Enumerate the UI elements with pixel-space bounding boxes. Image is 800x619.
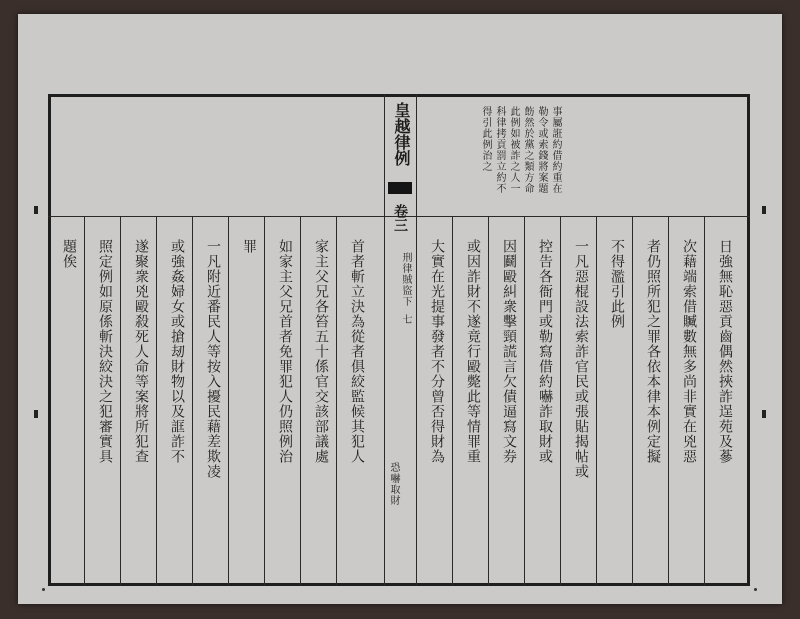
gutter-line-right <box>416 94 417 586</box>
corner-dot <box>42 588 45 591</box>
text-column: 大實在光提事發者不分曾否得財為 <box>429 239 445 464</box>
gutter-line-left <box>384 94 385 586</box>
column-rule <box>632 216 633 586</box>
volume-label: 卷三 <box>392 204 408 232</box>
column-rule <box>560 216 561 586</box>
annotation-notes <box>480 106 560 216</box>
text-column: 不得濫引此例 <box>609 239 625 329</box>
fishtail-mark <box>388 182 412 194</box>
text-column: 一凡附近番民人等按入擾民藉差欺凌 <box>205 239 221 479</box>
column-rule <box>488 216 489 586</box>
text-column: 者仍照所犯之罪各依本律本例定擬 <box>645 239 661 464</box>
text-column: 控告各衙門或勒寫借約嚇詐取財或 <box>537 239 553 464</box>
text-column: 題俟 <box>61 239 77 269</box>
text-column: 如家主父兄首者免罪犯人仍照例治 <box>277 239 293 464</box>
marginal-left-num: 七 <box>400 314 411 325</box>
text-column: 照定例如原係斬決絞決之犯審實具 <box>97 239 113 464</box>
book-title: 皇越律例 <box>392 102 411 166</box>
document-sheet <box>18 14 782 604</box>
note-line: 勒令或索錢將案題 <box>536 106 547 194</box>
text-column: 日強無恥惡貢齒偶然挾詐逞苑及蔘 <box>717 239 733 464</box>
text-column: 首者斬立決為從者俱絞監候其犯人 <box>349 239 365 464</box>
text-column: 遂聚衆兇毆殺死人命等案將所犯查 <box>133 239 149 464</box>
note-line: 此例如被詐之人一 <box>508 106 519 194</box>
note-line: 得引此例治之 <box>480 106 491 172</box>
binding-mark <box>762 410 766 418</box>
marginal-left: 刑律賊盜下 <box>400 252 411 307</box>
column-rule <box>704 216 705 586</box>
text-column: 一凡惡棍設法索詐官民或張貼揭帖或 <box>573 239 589 479</box>
marginal-right: 恐嚇取財 <box>388 462 399 506</box>
column-rule <box>156 216 157 586</box>
column-rule <box>336 216 337 586</box>
text-column: 或強姦婦女或搶刼財物以及誆詐不 <box>169 239 185 464</box>
column-rule <box>264 216 265 586</box>
column-rule <box>668 216 669 586</box>
binding-mark <box>34 410 38 418</box>
note-line: 科律拷貢罰立約不 <box>494 106 505 194</box>
column-rule <box>192 216 193 586</box>
column-rule <box>524 216 525 586</box>
column-rule <box>596 216 597 586</box>
column-rule <box>120 216 121 586</box>
text-column: 家主父兄各笞五十係官交該部議處 <box>313 239 329 464</box>
column-rule <box>300 216 301 586</box>
column-rule <box>228 216 229 586</box>
column-rule <box>84 216 85 586</box>
text-column: 罪 <box>241 239 257 254</box>
corner-dot <box>754 588 757 591</box>
text-column: 因鬬毆糾衆擊頸謊言欠債逼寫文券 <box>501 239 517 464</box>
binding-mark <box>762 206 766 214</box>
column-rule <box>452 216 453 586</box>
note-line: 事屬誑約借約重在 <box>550 106 561 194</box>
text-column: 或因詐財不遂竟行毆斃此等情罪重 <box>465 239 481 464</box>
text-column: 次藉端索借贓數無多尚非實在兇惡 <box>681 239 697 464</box>
note-line: 飭然於黨之類方命 <box>522 106 533 194</box>
binding-mark <box>34 206 38 214</box>
